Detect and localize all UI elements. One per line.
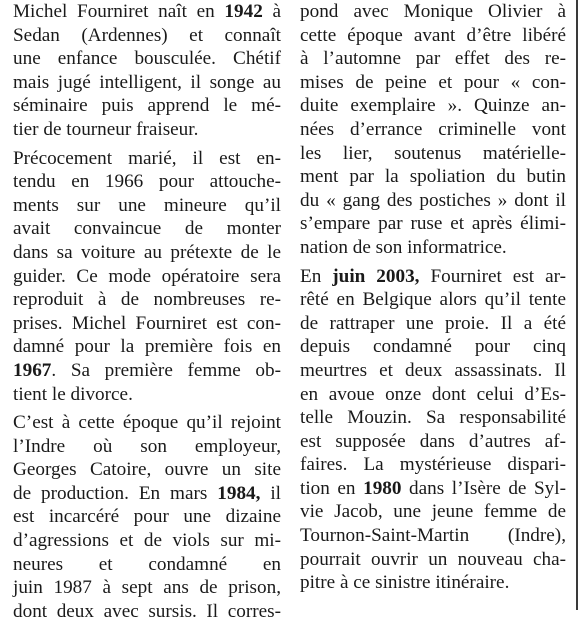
- text-segment: tion en: [300, 477, 364, 499]
- text-line: [13, 94, 281, 118]
- text-segment: Précocement marié, il est en-: [13, 147, 281, 169]
- text-line: [13, 217, 281, 241]
- text-line: [300, 24, 566, 48]
- text-segment: telle Mouzin. Sa responsabilité: [300, 407, 566, 429]
- text-line: [13, 600, 281, 623]
- right-column: [300, 0, 566, 595]
- text-line: [13, 482, 281, 506]
- text-segment: une enfance bousculée. Chétif: [13, 48, 281, 70]
- text-line: [300, 524, 566, 548]
- text-line: [13, 312, 281, 336]
- text-segment: ments sur une mineure qu’il: [13, 194, 281, 216]
- text-segment: En: [300, 265, 333, 287]
- text-segment: guider. Ce mode opératoire sera: [13, 265, 281, 287]
- text-line: [13, 147, 281, 171]
- text-line: [300, 71, 566, 95]
- text-line: [300, 548, 566, 572]
- text-line: [300, 453, 566, 477]
- text-line: [13, 505, 281, 529]
- text-line: [13, 335, 281, 359]
- text-line: [300, 500, 566, 524]
- text-line: [13, 170, 281, 194]
- text-line: [300, 94, 566, 118]
- text-segment: dont deux avec sursis. Il corres-: [13, 600, 281, 622]
- text-segment: depuis condamné pour cinq: [300, 336, 566, 358]
- text-line: [300, 142, 566, 166]
- text-line: [13, 265, 281, 289]
- text-line: [13, 24, 281, 48]
- text-line: [13, 435, 281, 459]
- text-segment: est incarcéré pour une dizaine: [13, 506, 281, 528]
- text-segment: Fourniret est ar-: [419, 265, 566, 287]
- text-segment: juin 1987 à sept ans de prison,: [13, 577, 281, 599]
- text-line: [13, 194, 281, 218]
- left-column: [13, 0, 281, 623]
- text-segment: Tournon-Saint-Martin (Indre),: [300, 525, 566, 547]
- bold-text: 1984,: [217, 482, 261, 504]
- text-segment: mises de peine et pour « con-: [300, 71, 566, 93]
- text-line: [13, 359, 281, 383]
- text-segment: . Sa première femme ob-: [51, 359, 281, 381]
- text-line: [13, 288, 281, 312]
- text-segment: vie Jacob, une jeune femme de: [300, 501, 566, 523]
- text-line: [300, 165, 566, 189]
- text-segment: du « gang des postiches » dont il: [300, 189, 566, 211]
- text-segment: Michel Fourniret naît en: [13, 1, 225, 22]
- text-segment: d’agressions et de viols sur mi-: [13, 530, 281, 552]
- text-segment: reproduit à de nombreuses re-: [13, 289, 281, 311]
- text-segment: séminaire puis apprend le mé-: [13, 95, 281, 117]
- text-line: [300, 430, 566, 454]
- text-segment: de production. En mars: [13, 482, 218, 504]
- text-line: [300, 335, 566, 359]
- text-segment: Georges Catoire, ouvre un site: [13, 459, 281, 481]
- text-segment: s’empare par ruse et après élimi-: [300, 213, 566, 235]
- text-segment: C’est à cette époque qu’il rejoint: [13, 412, 281, 434]
- text-segment: en avoue onze dont celui d’Es-: [300, 383, 566, 405]
- text-line: [300, 288, 566, 312]
- text-segment: avait convaincue de monter: [13, 218, 281, 240]
- text-segment: pond avec Monique Olivier à: [300, 1, 566, 22]
- text-segment: ment par la spoliation du butin: [300, 166, 566, 188]
- text-line: [300, 383, 566, 407]
- text-segment: cette époque avant d’être libéré: [300, 24, 566, 46]
- text-line: [13, 47, 281, 71]
- text-line: [13, 458, 281, 482]
- text-segment: tendu en 1966 pour attouche-: [13, 171, 281, 193]
- text-segment: il: [260, 482, 281, 504]
- text-line: [300, 406, 566, 430]
- text-line: [300, 477, 566, 501]
- text-line: [13, 553, 281, 577]
- bold-text: 1967: [13, 359, 52, 381]
- text-segment: l’Indre où son employeur,: [13, 435, 281, 457]
- text-segment: dans sa voiture au prétexte de le: [13, 241, 281, 263]
- text-segment: pitre à ce sinistre itinéraire.: [300, 572, 510, 594]
- text-segment: les lier, soutenus matérielle-: [300, 142, 566, 164]
- text-segment: damné pour la première fois en: [13, 336, 281, 358]
- text-line: [13, 529, 281, 553]
- text-line: [13, 576, 281, 600]
- text-segment: Sedan (Ardennes) et connaît: [13, 24, 281, 46]
- text-line: [13, 383, 281, 407]
- text-line: [300, 212, 566, 236]
- text-segment: nation de son informatrice.: [300, 236, 507, 258]
- text-line: [13, 411, 281, 435]
- text-segment: duite exemplaire ». Quinze an-: [300, 95, 566, 117]
- text-line: [300, 312, 566, 336]
- text-line: [13, 0, 281, 24]
- bold-text: juin 2003,: [332, 265, 420, 287]
- text-line: [300, 571, 566, 595]
- text-segment: neures et condamné en: [13, 553, 281, 575]
- bold-text: 1980: [363, 477, 402, 499]
- text-line: [13, 118, 281, 142]
- text-segment: tient le divorce.: [13, 383, 133, 405]
- text-segment: rêté en Belgique alors qu’il tente: [300, 289, 566, 311]
- text-line: [300, 265, 566, 289]
- text-line: [300, 359, 566, 383]
- text-segment: de rattraper une proie. Il a été: [300, 312, 566, 334]
- text-segment: pourrait ouvrir un nouveau cha-: [300, 548, 566, 570]
- text-line: [300, 236, 566, 260]
- bold-text: 1942: [224, 1, 263, 22]
- text-segment: meurtres et deux assassinats. Il: [300, 359, 566, 381]
- text-line: [13, 241, 281, 265]
- text-segment: est supposée dans d’autres af-: [300, 430, 566, 452]
- text-line: [13, 71, 281, 95]
- text-segment: dans l’Isère de Syl-: [401, 477, 566, 499]
- text-segment: faires. La mystérieuse dispari-: [300, 454, 566, 476]
- column-rule: [576, 0, 578, 610]
- text-line: [300, 118, 566, 142]
- text-segment: prises. Michel Fourniret est con-: [13, 312, 281, 334]
- text-segment: à: [262, 1, 281, 22]
- text-segment: à l’automne par effet des re-: [300, 48, 566, 70]
- text-line: [300, 0, 566, 24]
- text-segment: tier de tourneur fraiseur.: [13, 118, 199, 140]
- text-line: [300, 189, 566, 213]
- text-segment: nées d’errance criminelle vont: [300, 118, 566, 140]
- text-line: [300, 47, 566, 71]
- text-segment: mais jugé intelligent, il songe au: [13, 71, 281, 93]
